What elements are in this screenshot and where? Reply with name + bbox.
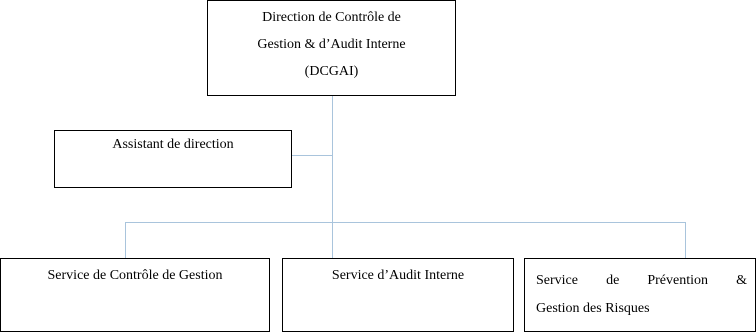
connector-horizontal-services	[125, 222, 686, 223]
direction-line-2: Gestion & d’Audit Interne	[257, 37, 406, 52]
service-prevention-word: &	[736, 273, 747, 288]
direction-box	[207, 0, 456, 96]
service-audit-interne-label: Service d’Audit Interne	[331, 268, 465, 283]
service-prevention-line-2: Gestion des Risques	[536, 301, 650, 316]
service-prevention-line-1	[536, 267, 747, 295]
connector-service-1	[125, 222, 126, 258]
assistant-label: Assistant de direction	[112, 137, 234, 152]
service-prevention-word: Service	[536, 273, 578, 288]
service-controle-gestion-label: Service de Contrôle de Gestion	[47, 268, 223, 283]
service-prevention-box	[524, 258, 756, 332]
connector-assistant	[292, 155, 333, 156]
connector-vertical-main	[332, 96, 333, 258]
service-audit-interne-box	[282, 258, 514, 332]
direction-line-1: Direction de Contrôle de	[262, 10, 401, 25]
service-prevention-word: Prévention	[647, 273, 709, 288]
assistant-box	[54, 130, 292, 188]
connector-service-3	[685, 222, 686, 258]
direction-line-3: (DCGAI)	[304, 64, 359, 79]
service-prevention-word: de	[606, 273, 620, 288]
service-controle-gestion-box	[0, 258, 270, 332]
